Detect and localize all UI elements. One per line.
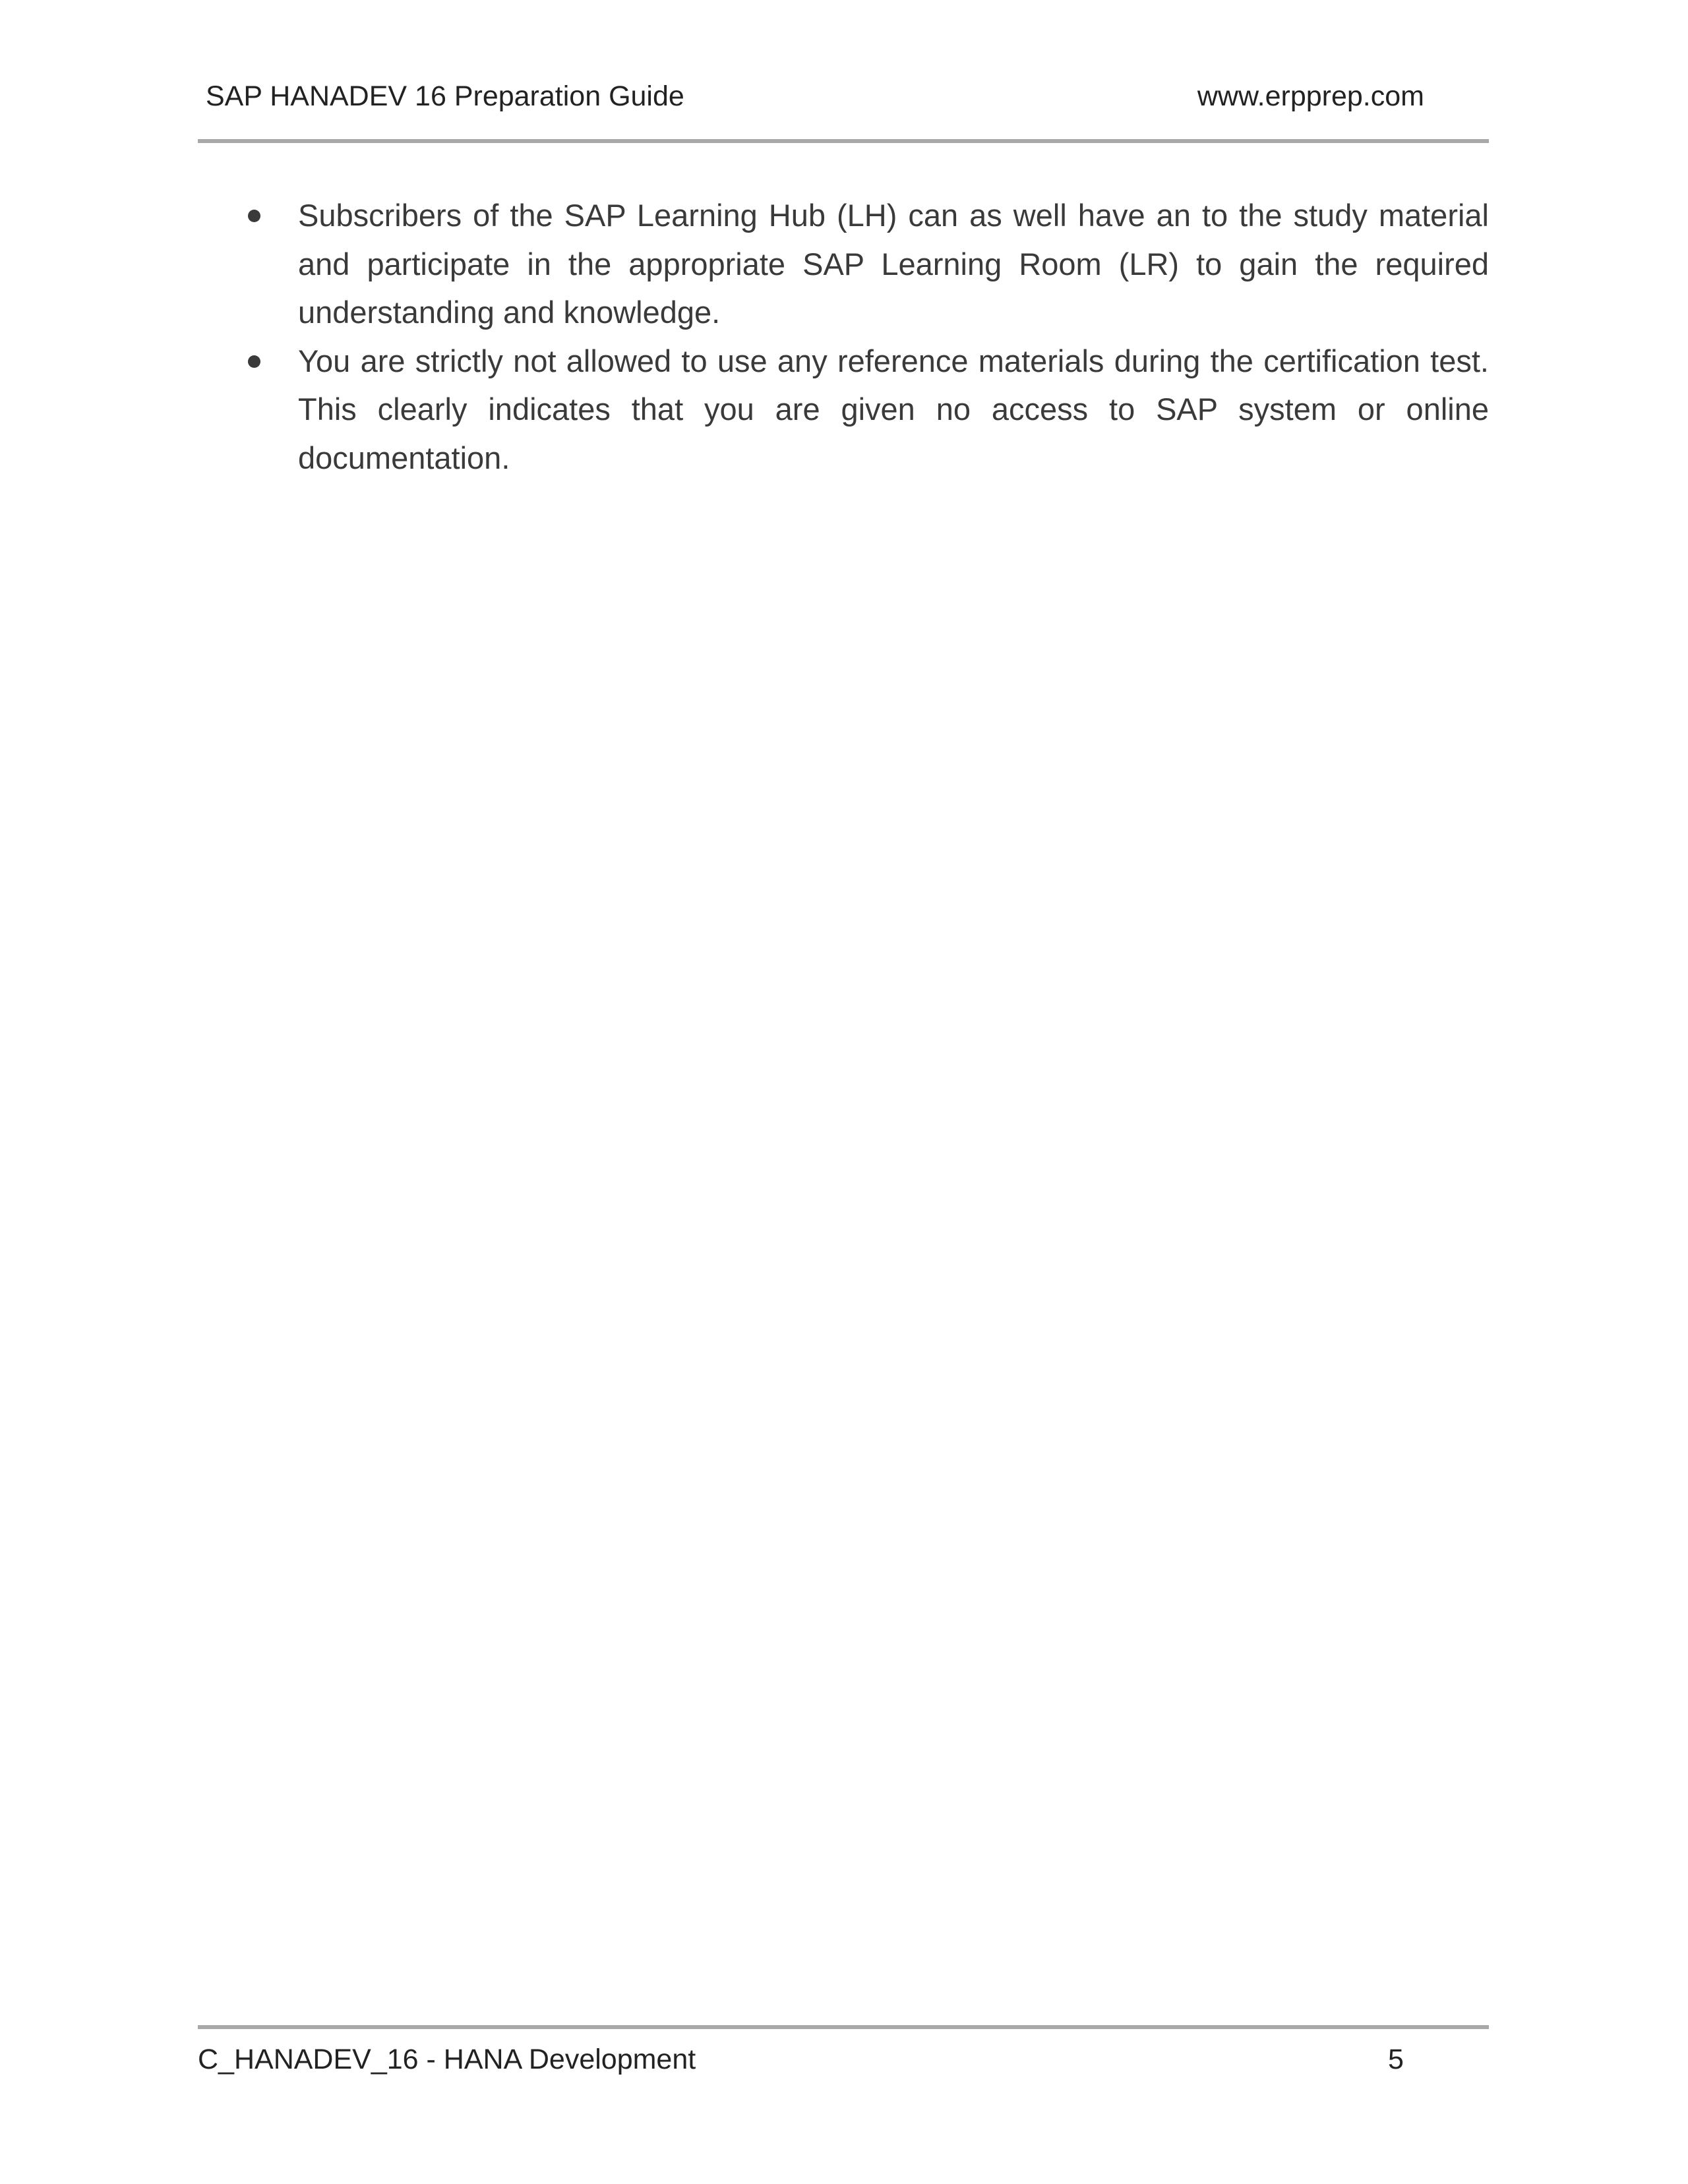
page-number: 5 [1388, 2044, 1404, 2075]
list-item [243, 191, 1489, 337]
list-item-text: Subscribers of the SAP Learning Hub (LH) can as well have an to the study material and participate in the appropriate SAP Learning Room (LR) to gain the required understanding and knowledge. [298, 198, 1489, 330]
bullet-list [243, 191, 1489, 482]
header-website: www.erpprep.com [1197, 80, 1424, 112]
list-item [243, 337, 1489, 483]
page-content [243, 191, 1489, 482]
header-title: SAP HANADEV 16 Preparation Guide [206, 80, 684, 112]
list-item-text: You are strictly not allowed to use any reference materials during the certification test. This clearly indicates that you are given no access to SAP system or online documentation. [298, 343, 1489, 475]
bullet-icon [248, 355, 260, 368]
bullet-icon [248, 210, 260, 222]
footer-divider [198, 2025, 1489, 2029]
footer-exam-title: C_HANADEV_16 - HANA Development [198, 2044, 696, 2075]
header-divider [198, 139, 1489, 143]
